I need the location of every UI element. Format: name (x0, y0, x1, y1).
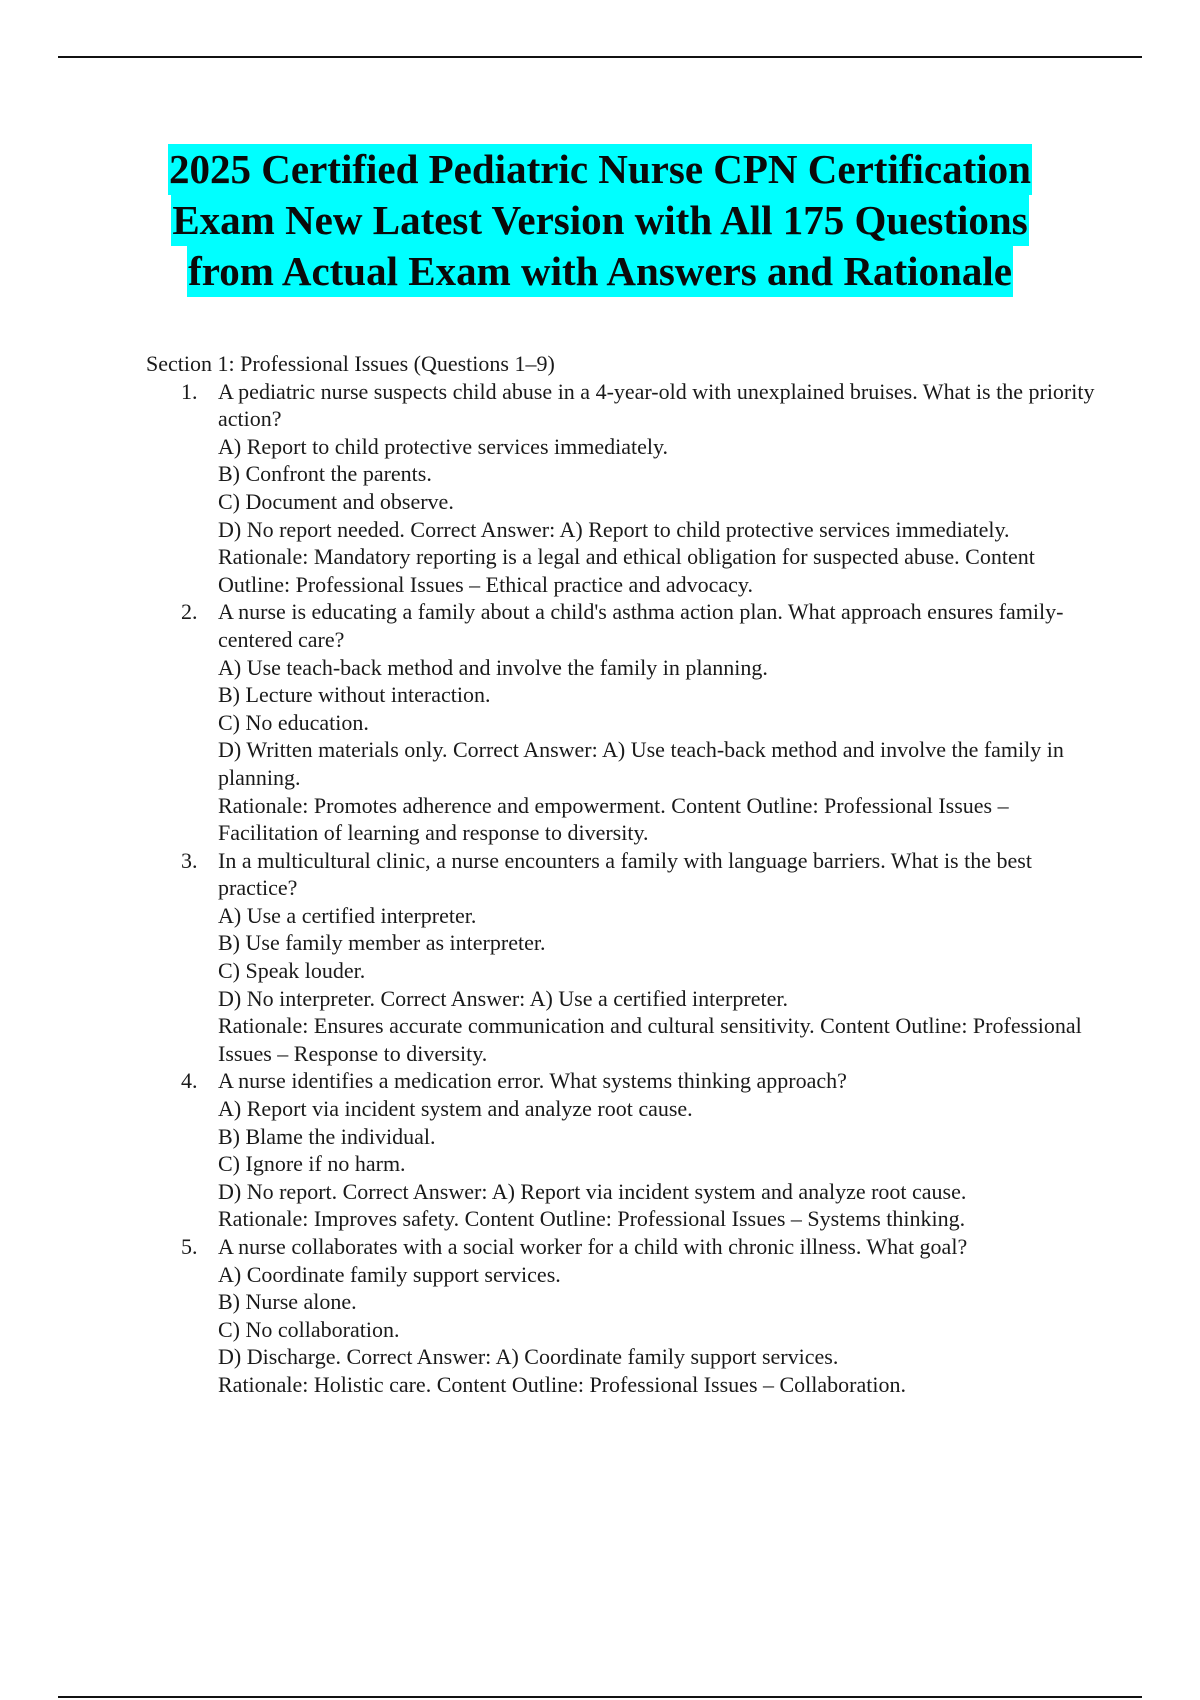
option-d-correct-answer: D) No report. Correct Answer: A) Report via incident system and analyze root cause. (218, 1178, 967, 1204)
option-b: B) Use family member as interpreter. (218, 930, 546, 956)
question-stem: In a multicultural clinic, a nurse encounters a family with language barriers. What is the best practice? (218, 847, 1032, 901)
question-item-5 (146, 1233, 1096, 1399)
bottom-rule (58, 1696, 1142, 1698)
option-d-correct-answer: D) Written materials only. Correct Answer: A) Use teach-back method and involve the family in planning. (218, 737, 1064, 790)
option-b: B) Blame the individual. (218, 1123, 436, 1149)
option-b: B) Confront the parents. (218, 461, 432, 487)
option-c: C) Document and observe. (218, 488, 454, 514)
option-a: A) Use a certified interpreter. (218, 902, 477, 928)
question-item-2 (146, 598, 1096, 846)
question-item-3 (146, 847, 1096, 1068)
top-rule (58, 56, 1142, 58)
question-number: 1. (181, 378, 198, 404)
title-line-1: 2025 Certified Pediatric Nurse CPN Certification (168, 144, 1032, 195)
option-d-correct-answer: D) No report needed. Correct Answer: A) Report to child protective services immediately. (218, 516, 1010, 542)
section-heading: Section 1: Professional Issues (Questions 1–9) (146, 351, 555, 376)
rationale: Rationale: Improves safety. Content Outline: Professional Issues – Systems thinking. (218, 1206, 966, 1232)
option-d-correct-answer: D) Discharge. Correct Answer: A) Coordinate family support services. (218, 1344, 839, 1370)
question-stem: A nurse collaborates with a social worker for a child with chronic illness. What goal? (218, 1234, 968, 1259)
document-body (146, 350, 1096, 1399)
option-b: B) Lecture without interaction. (218, 682, 491, 708)
question-number: 4. (181, 1068, 198, 1094)
option-b: B) Nurse alone. (218, 1289, 357, 1315)
question-stem: A pediatric nurse suspects child abuse in a 4-year-old with unexplained bruises. What is the priority action? (218, 378, 1095, 432)
rationale: Rationale: Holistic care. Content Outline: Professional Issues – Collaboration. (218, 1371, 906, 1397)
rationale: Rationale: Ensures accurate communication and cultural sensitivity. Content Outline: Professional Issues – Response to diversity. (218, 1013, 1082, 1066)
option-a: A) Report to child protective services immediately. (218, 433, 669, 459)
option-c: C) Speak louder. (218, 958, 366, 984)
question-stem: A nurse identifies a medication error. What systems thinking approach? (218, 1068, 847, 1094)
rationale: Rationale: Mandatory reporting is a legal and ethical obligation for suspected abuse. Content Outline: Professional Issues – Ethical practice and advocacy. (218, 544, 1035, 597)
option-c: C) No education. (218, 709, 369, 735)
option-c: C) No collaboration. (218, 1316, 400, 1342)
question-number: 3. (181, 847, 198, 873)
question-number: 2. (181, 599, 198, 625)
question-stem: A nurse is educating a family about a child's asthma action plan. What approach ensures family-centered care? (218, 599, 1064, 652)
question-list (146, 378, 1096, 1399)
question-number: 5. (181, 1234, 198, 1259)
option-a: A) Coordinate family support services. (218, 1261, 561, 1287)
title-line-3: from Actual Exam with Answers and Rationale (187, 246, 1013, 297)
question-item-1 (146, 378, 1096, 599)
title-line-2: Exam New Latest Version with All 175 Questions (171, 195, 1028, 246)
document-title (100, 144, 1100, 297)
option-c: C) Ignore if no harm. (218, 1151, 406, 1177)
rationale: Rationale: Promotes adherence and empowerment. Content Outline: Professional Issues – Facilitation of learning and response to diversity. (218, 792, 1009, 846)
option-d-correct-answer: D) No interpreter. Correct Answer: A) Use a certified interpreter. (218, 985, 788, 1011)
option-a: A) Report via incident system and analyze root cause. (218, 1096, 693, 1122)
option-a: A) Use teach-back method and involve the family in planning. (218, 654, 768, 680)
question-item-4 (146, 1067, 1096, 1233)
